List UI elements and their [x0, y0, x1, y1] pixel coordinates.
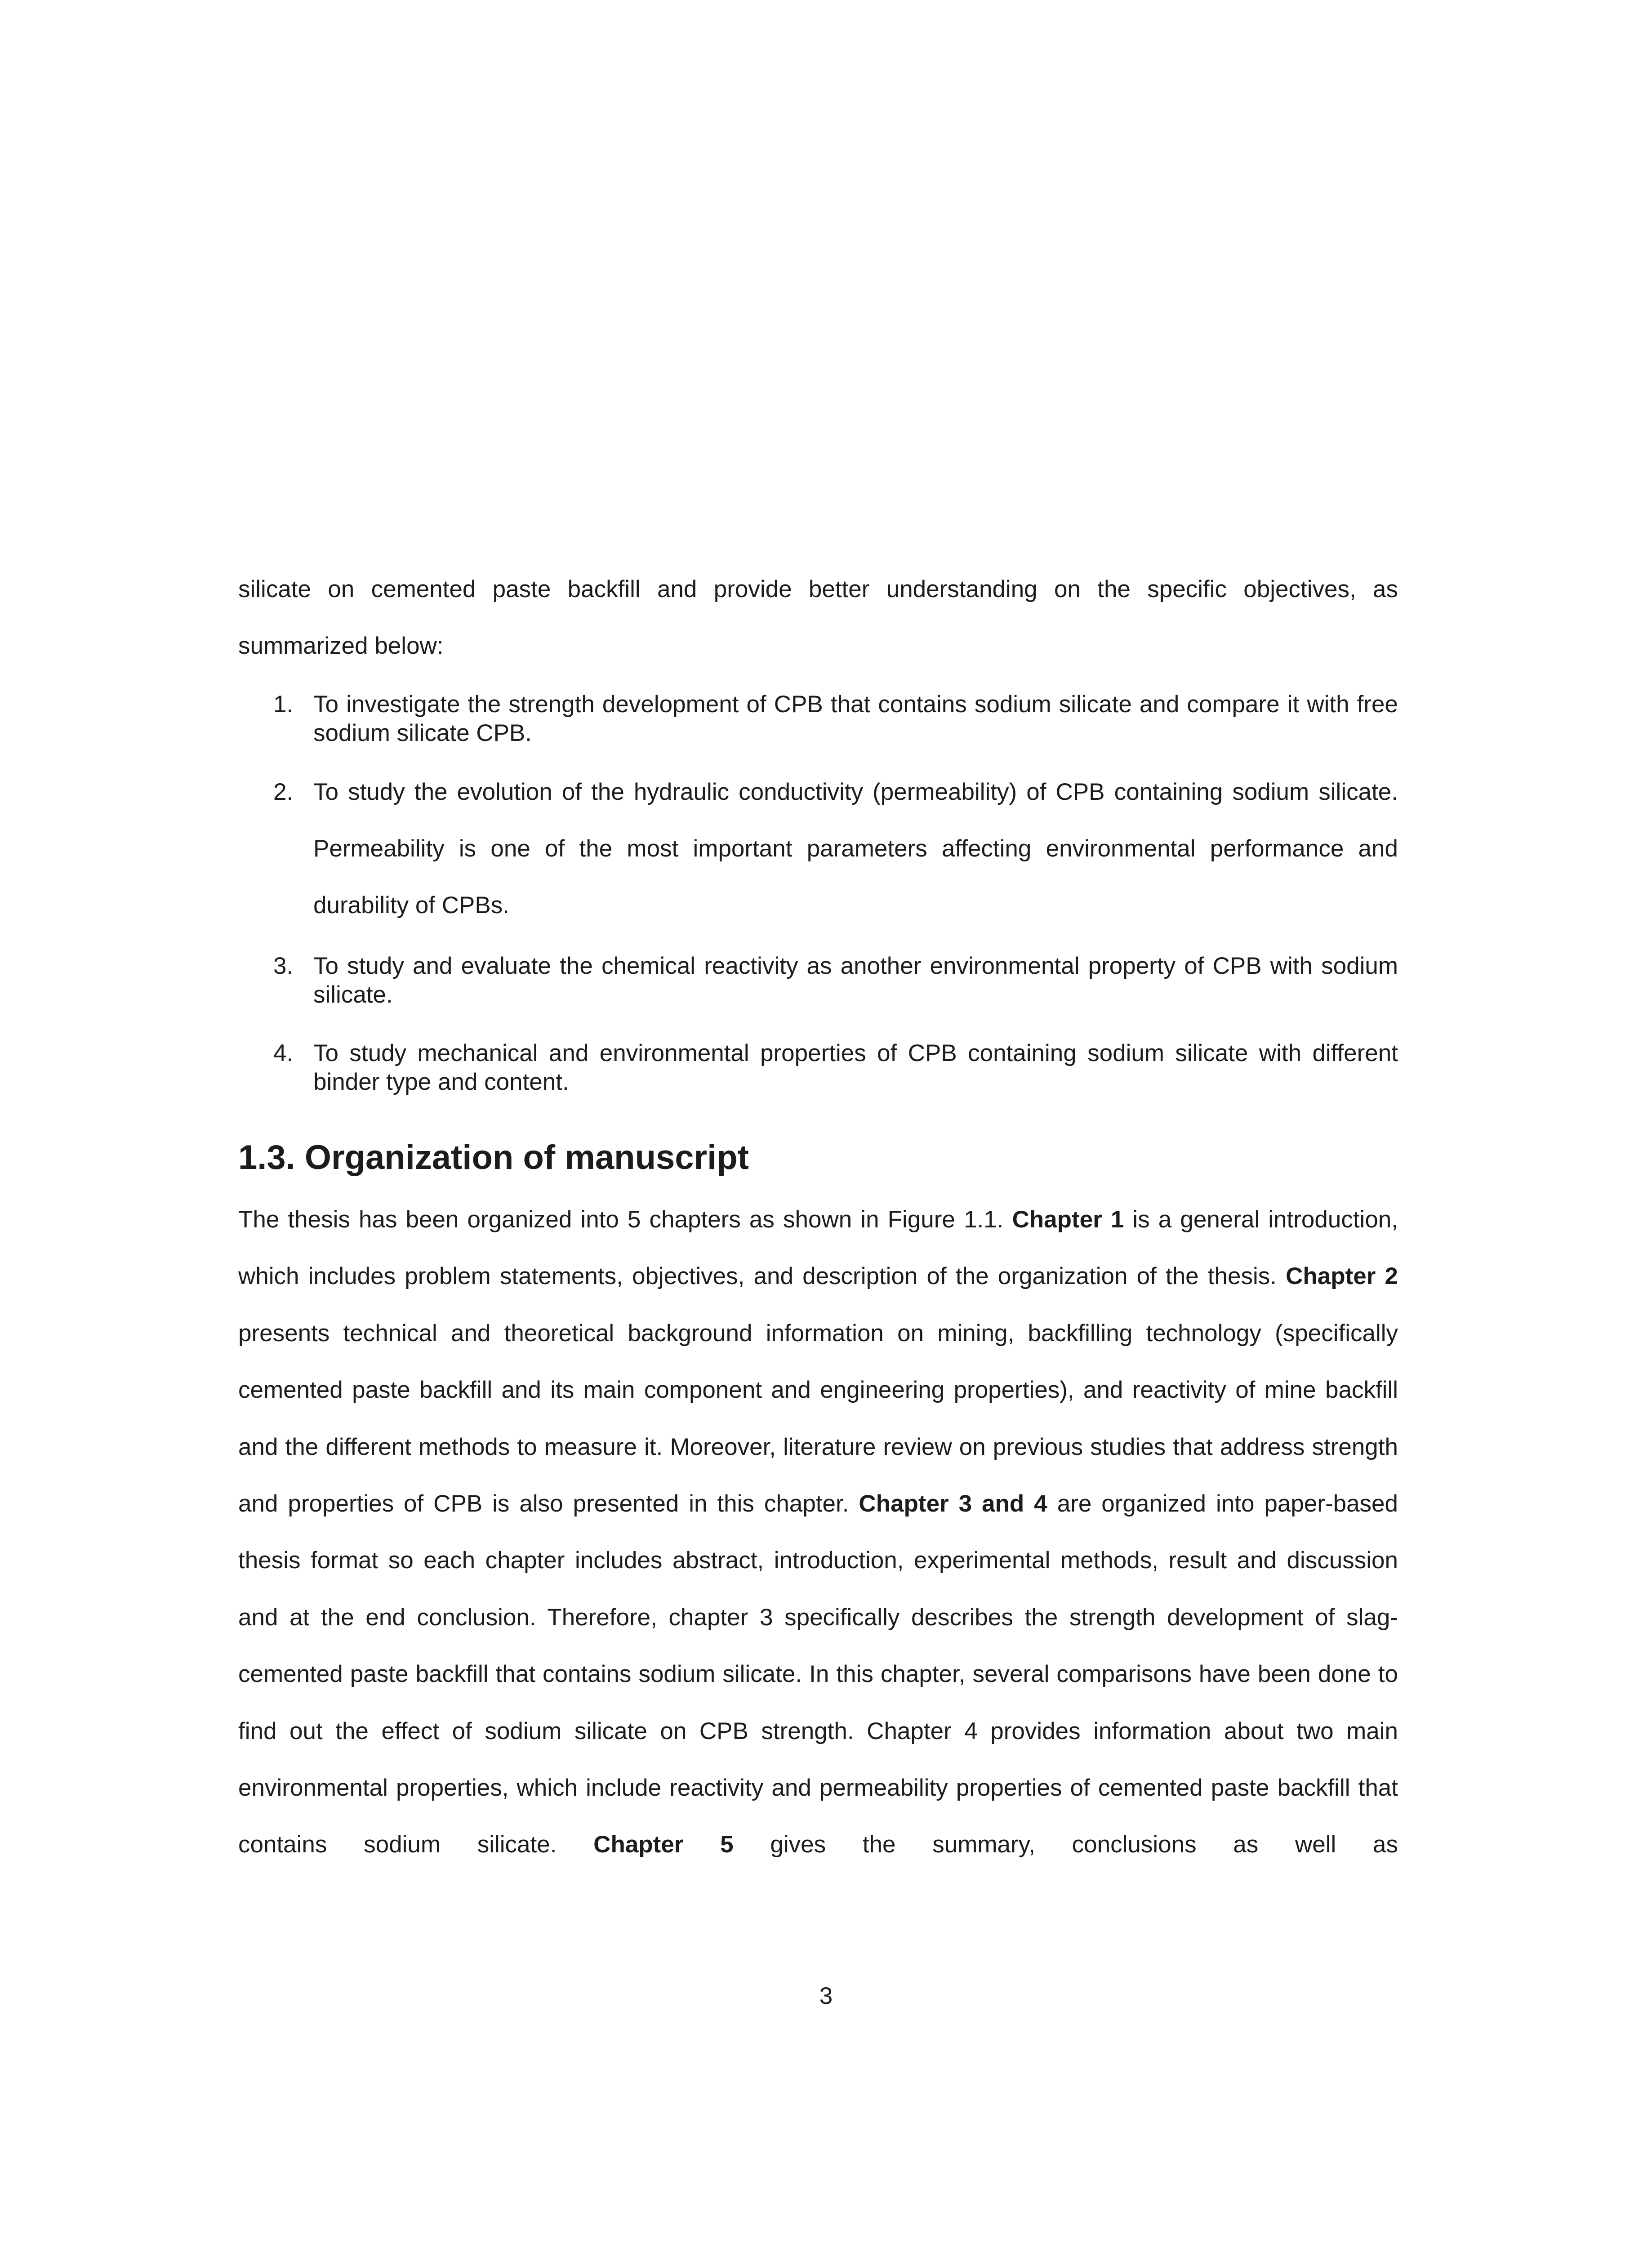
chapter-reference: Chapter 5 — [593, 1831, 734, 1858]
page-number: 3 — [819, 1983, 833, 2009]
chapter-reference: Chapter 2 — [1286, 1263, 1398, 1290]
paragraph-text: is a general introduction, which includes problem statements, objectives, and description of the organization of the thesis. — [238, 1206, 1398, 1290]
paragraph-text: The thesis has been organized into 5 chapters as shown in Figure 1.1. — [238, 1206, 1012, 1233]
objective-text: To study the evolution of the hydraulic conductivity (permeability) of CPB containing sodium silicate. Permeability is one of the most important parameters affecting environmental performance and durability of CPBs. — [313, 779, 1398, 919]
objectives-list — [238, 690, 1398, 1126]
objective-text: To investigate the strength development of CPB that contains sodium silicate and compare it with free sodium silicate CPB. — [313, 691, 1398, 746]
objective-item — [238, 764, 1398, 934]
objective-text: To study and evaluate the chemical reactivity as another environmental property of CPB with sodium silicate. — [313, 953, 1398, 1008]
objective-item — [238, 690, 1398, 748]
paragraph-text: gives the summary, conclusions as well as — [733, 1831, 1398, 1858]
section-heading: 1.3. Organization of manuscript — [238, 1138, 749, 1177]
paragraph-text: presents technical and theoretical background information on mining, backfilling technology (specifically cemented paste backfill and its main component and engineering properties), and reactivity of mine backfill and the different methods to measure it. Moreover, literature review on previous studies that address strength and properties of CPB is also presented in this chapter. — [238, 1320, 1398, 1517]
chapter-reference: Chapter 1 — [1012, 1206, 1124, 1233]
objective-text: To study mechanical and environmental properties of CPB containing sodium silicate with different binder type and content. — [313, 1040, 1398, 1095]
chapter-reference: Chapter 3 and 4 — [859, 1490, 1047, 1517]
objective-number: 3. — [273, 953, 294, 979]
objective-number: 4. — [273, 1040, 294, 1066]
objective-item — [238, 952, 1398, 1009]
objective-number: 2. — [273, 779, 294, 805]
objective-item — [238, 1039, 1398, 1097]
organization-paragraph — [238, 1191, 1398, 1873]
paragraph-text: are organized into paper-based thesis format so each chapter includes abstract, introduction, experimental methods, result and discussion and at the end conclusion. Therefore, chapter 3 specifically describes the strength development of slag-cemented paste backfill that contains sodium silicate. In this chapter, several comparisons have been done to find out the effect of sodium silicate on CPB strength. Chapter 4 provides information about two main environmental properties, which include reactivity and permeability properties of cemented paste backfill that contains sodium silicate. — [238, 1490, 1398, 1858]
objective-number: 1. — [273, 691, 294, 718]
intro-paragraph: silicate on cemented paste backfill and provide better understanding on the specific objectives, as summarized below: — [238, 576, 1398, 659]
